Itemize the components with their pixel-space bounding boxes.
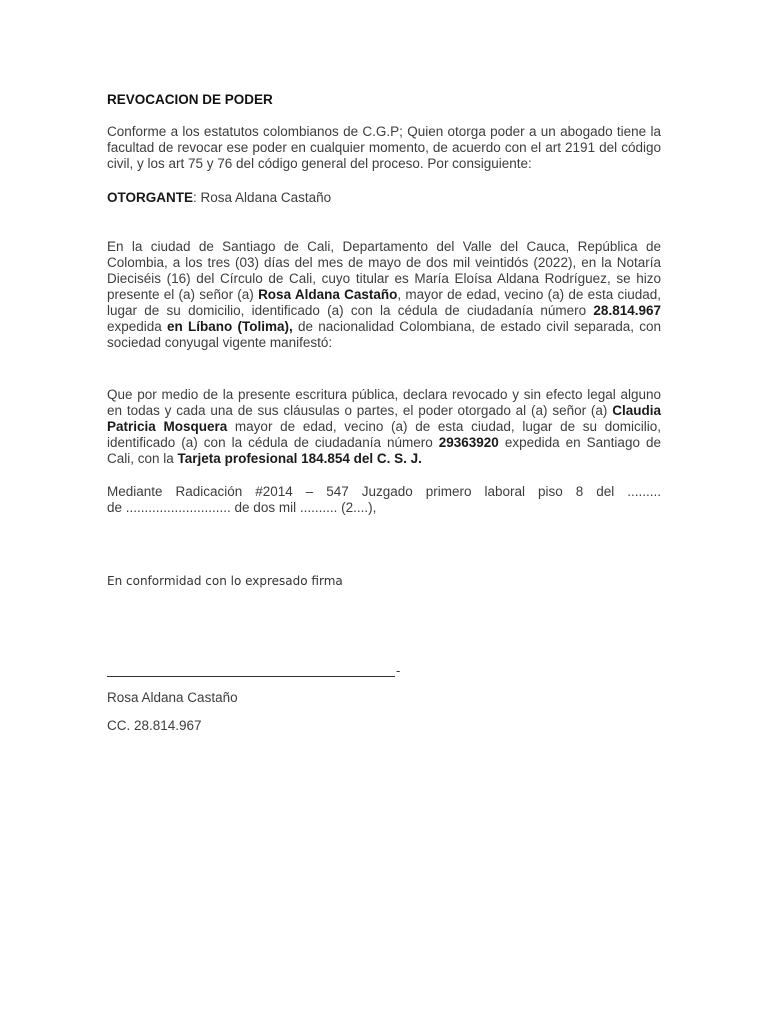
otorgante-name: Rosa Aldana Castaño [200,190,332,205]
professional-card: Tarjeta profesional 184.854 del C. S. J. [177,451,422,466]
signature-line [107,663,401,679]
otorgante-line [107,190,331,205]
grantor-name: Rosa Aldana Castaño [258,287,398,302]
issue-place: en Líbano (Tolima), [167,319,293,334]
revocation-paragraph [107,387,661,467]
para1-text-5: de nacionalidad Colombiana, de estado civil separada, con sociedad conyugal vigente manifestó: [107,319,662,350]
para2-text-1: Que por medio de la presente escritura pública, declara revocado y sin efecto legal alguno en todas y cada una de sus cláusulas o partes, el poder otorgado al (a) señor (a) [107,387,661,418]
notary-name: María Eloísa Aldana Rodríguez [414,271,607,286]
para1-text-2: , se hizo presente el (a) señor (a) [107,271,661,302]
signer-cc: CC. 28.814.967 [107,718,202,733]
para2-text-2: mayor de edad, vecino (a) de esta ciudad, lugar de su domicilio, identificado (a) con la cédula de ciudadanía número [107,419,661,450]
declaration-paragraph [107,239,661,351]
conformity-statement: En conformidad con lo expresado firma [107,574,343,588]
para1-text-1: En la ciudad de Santiago de Cali, Departamento del Valle del Cauca, República de Colombia, a los tres (03) días del mes de mayo de dos mil veintidós (2022), en la Notaría Dieciséis (16) del Círculo de Cali, cuyo titular es [107,239,661,286]
radicacion-line-1: Mediante Radicación #2014 – 547 Juzgado primero laboral piso 8 del ......... [107,484,661,499]
para1-text-3: , mayor de edad, vecino (a) de esta ciudad, lugar de su domicilio, identificado (a) con la cédula de ciudadanía número [107,287,661,318]
grantor-cedula: 28.814.967 [593,303,661,318]
signature-line-dash: - [396,663,401,678]
para1-text-4: expedida [107,319,168,334]
lawyer-cedula: 29363920 [438,435,499,450]
para2-text-3: expedida en Santiago de Cali, con la [107,435,661,466]
document-title: REVOCACION DE PODER [107,92,273,107]
lawyer-name: Claudia Patricia Mosquera [107,403,661,434]
otorgante-label: OTORGANTE [107,190,194,205]
signature-rule [107,676,395,677]
otorgante-separator: : [193,190,201,205]
radicacion-line-2: de ............................ de dos mil .......... (2....), [107,500,377,515]
radicacion-paragraph [107,484,661,516]
signer-name: Rosa Aldana Castaño [107,690,238,705]
intro-paragraph: Conforme a los estatutos colombianos de C.G.P; Quien otorga poder a un abogado tiene la facultad de revocar ese poder en cualquier momento, de acuerdo con el art 2191 del código civil, y los art 75 y 76 del código general del proceso. Por consiguiente: [107,124,661,171]
